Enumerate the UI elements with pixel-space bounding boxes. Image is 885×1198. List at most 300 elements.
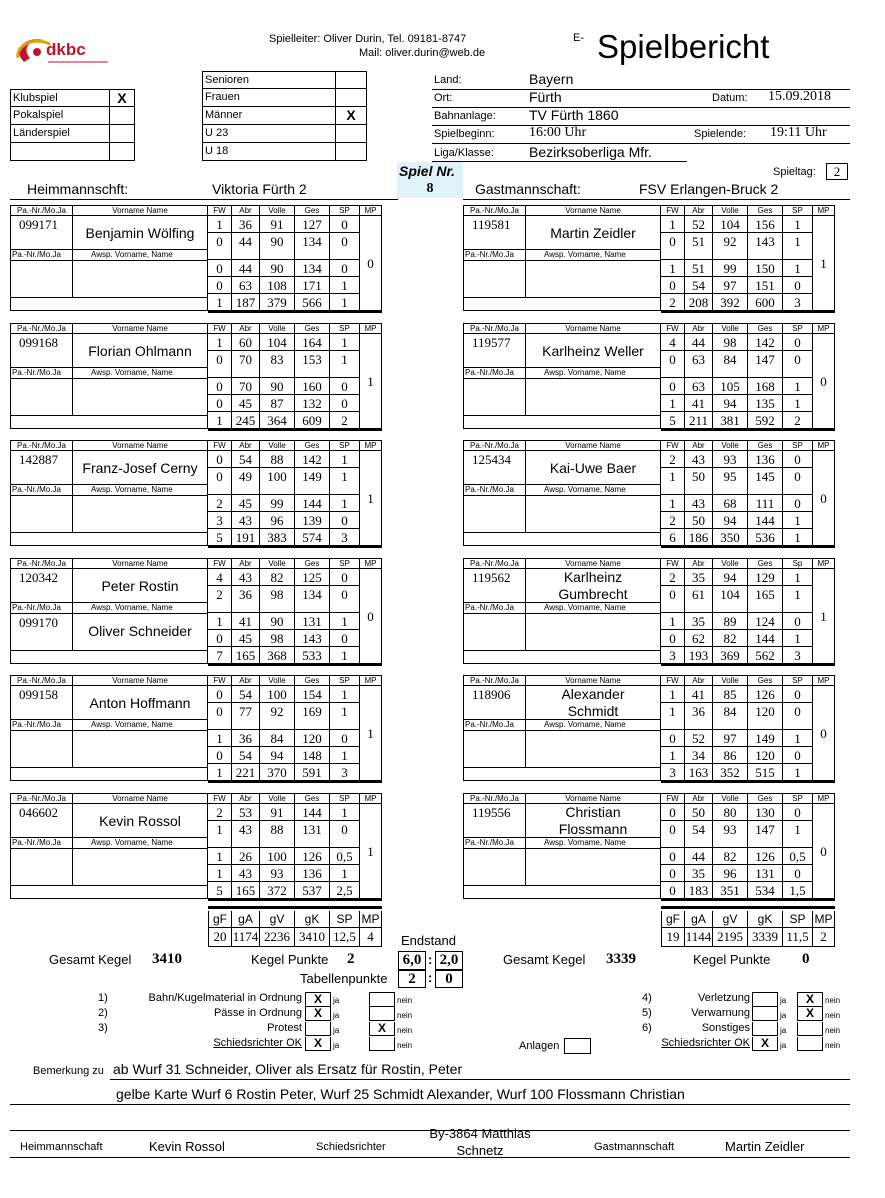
abr-header: Abr bbox=[232, 323, 260, 334]
sub-player-name bbox=[73, 379, 208, 416]
check-number: 3) bbox=[98, 1022, 108, 1034]
check-label: Protest bbox=[267, 1022, 302, 1034]
category-mark[interactable] bbox=[336, 71, 367, 89]
stat-cell: 1 bbox=[661, 260, 685, 277]
guest-totals-header: gA bbox=[685, 911, 713, 928]
total-cell: 566 bbox=[295, 294, 330, 311]
category-mark[interactable] bbox=[336, 143, 367, 161]
mp-header: MP bbox=[813, 558, 835, 569]
beginn-value: 16:00 Uhr bbox=[529, 125, 587, 140]
stat-cell: 63 bbox=[232, 277, 260, 294]
match-type-mark[interactable] bbox=[110, 107, 135, 125]
nein-label: nein bbox=[397, 1041, 413, 1050]
stat-cell: 1 bbox=[330, 613, 360, 630]
spielleiter-line: Spielleiter: Oliver Durin, Tel. 09181-8747 bbox=[269, 33, 467, 45]
stat-cell: 104 bbox=[713, 586, 748, 613]
sub-pass-number bbox=[463, 496, 526, 533]
stat-cell: 0 bbox=[330, 730, 360, 747]
sub-name-header: Awsp. Vorname, Name bbox=[73, 720, 208, 731]
check-ja-box[interactable]: X bbox=[752, 1037, 778, 1051]
stat-cell: 1 bbox=[783, 395, 813, 412]
check-number: 4) bbox=[642, 992, 652, 1004]
category-label: U 18 bbox=[202, 143, 336, 161]
check-ja-box[interactable] bbox=[752, 1022, 778, 1036]
stat-cell: 86 bbox=[713, 747, 748, 764]
volle-header: Volle bbox=[260, 323, 295, 334]
footer-guest-label: Gastmannschaft bbox=[594, 1141, 675, 1153]
player-name-text: Alexander bbox=[561, 686, 625, 703]
match-type-label: Pokalspiel bbox=[10, 107, 110, 125]
player-name bbox=[526, 216, 661, 250]
check-nein-box[interactable]: X bbox=[797, 992, 823, 1007]
stat-cell: 43 bbox=[232, 821, 260, 848]
player-name bbox=[73, 804, 208, 838]
total-cell: 221 bbox=[232, 764, 260, 781]
volle-header: Volle bbox=[260, 675, 295, 686]
stat-cell: 0 bbox=[783, 613, 813, 630]
player-name bbox=[526, 334, 661, 368]
total-cell: 186 bbox=[685, 529, 713, 546]
guest-totals-divider bbox=[661, 906, 835, 909]
player-name-text: Christian bbox=[565, 804, 621, 820]
block-divider bbox=[661, 428, 835, 431]
stat-cell: 160 bbox=[295, 378, 330, 395]
total-cell: 3 bbox=[661, 647, 685, 664]
total-cell: 379 bbox=[260, 294, 295, 311]
ja-label: ja bbox=[333, 996, 340, 1005]
remarks-label: Bemerkung zu bbox=[33, 1065, 104, 1077]
stat-cell: 0 bbox=[330, 512, 360, 529]
tabellenpunkte-home: 2 bbox=[398, 970, 426, 988]
abr-header: Abr bbox=[685, 440, 713, 451]
stat-cell: 136 bbox=[748, 451, 783, 468]
stat-cell: 0 bbox=[783, 277, 813, 294]
check-label: Sonstiges bbox=[701, 1022, 750, 1034]
block-divider bbox=[661, 310, 835, 313]
volle-header: Volle bbox=[713, 558, 748, 569]
mp-value: 0 bbox=[360, 569, 382, 664]
stat-cell: 139 bbox=[295, 512, 330, 529]
stat-cell: 1 bbox=[208, 821, 232, 848]
stat-cell: 94 bbox=[260, 747, 295, 764]
stat-cell: 87 bbox=[260, 395, 295, 412]
pass-header: Pa.-Nr./Mo.Ja bbox=[463, 793, 526, 804]
sp-header: SP bbox=[330, 675, 360, 686]
sub-pass-header: Pa.-Nr./Mo.Ja bbox=[463, 250, 526, 261]
pass-number: 142887 bbox=[10, 451, 73, 485]
stat-cell: 52 bbox=[685, 730, 713, 747]
stat-cell: 43 bbox=[232, 569, 260, 586]
check-ja-box[interactable]: X bbox=[305, 1007, 331, 1021]
ges-header: Ges bbox=[295, 793, 330, 804]
stat-cell: 136 bbox=[295, 865, 330, 882]
ges-header: Ges bbox=[748, 205, 783, 216]
player-name-text-2: Gumbrecht bbox=[558, 585, 628, 602]
mp-value: 0 bbox=[813, 804, 835, 899]
pass-header: Pa.-Nr./Mo.Ja bbox=[463, 440, 526, 451]
sub-name-header: Awsp. Vorname, Name bbox=[73, 250, 208, 261]
stat-cell: 99 bbox=[713, 260, 748, 277]
home-totals-header: gV bbox=[260, 911, 295, 928]
stat-cell: 142 bbox=[748, 334, 783, 351]
sub-pass-number bbox=[10, 849, 73, 886]
nein-label: nein bbox=[825, 996, 841, 1005]
stat-cell: 0 bbox=[783, 451, 813, 468]
ja-label: ja bbox=[333, 1011, 340, 1020]
guest-gesamt-label: Gesamt Kegel bbox=[503, 952, 586, 967]
stat-cell: 77 bbox=[232, 703, 260, 730]
stat-cell: 0 bbox=[661, 821, 685, 848]
stat-cell: 89 bbox=[713, 613, 748, 630]
stat-cell: 0 bbox=[661, 277, 685, 294]
stat-cell: 0 bbox=[208, 395, 232, 412]
total-cell: 5 bbox=[208, 529, 232, 546]
match-type-label: Länderspiel bbox=[10, 125, 110, 143]
fw-header: FW bbox=[661, 440, 685, 451]
stat-cell: 111 bbox=[748, 495, 783, 512]
stat-cell: 54 bbox=[685, 821, 713, 848]
check-ja-box[interactable]: X bbox=[305, 992, 331, 1007]
home-totals-value: 20 bbox=[208, 928, 232, 947]
total-cell: 369 bbox=[713, 647, 748, 664]
stat-cell: 36 bbox=[685, 703, 713, 730]
total-spacer bbox=[463, 294, 661, 311]
stat-cell: 94 bbox=[713, 395, 748, 412]
volle-header: Volle bbox=[260, 440, 295, 451]
pass-number: 099171 bbox=[10, 216, 73, 250]
total-cell: 370 bbox=[260, 764, 295, 781]
nein-label: nein bbox=[825, 1026, 841, 1035]
stat-cell: 124 bbox=[748, 613, 783, 630]
vorname-header: Vorname Name bbox=[526, 323, 661, 334]
total-cell: 245 bbox=[232, 412, 260, 429]
guest-team-label: Gastmannschaft: bbox=[475, 181, 581, 197]
match-type-mark[interactable] bbox=[110, 125, 135, 143]
player-name-text: Florian Ohlmann bbox=[88, 342, 192, 359]
stat-cell: 1 bbox=[783, 569, 813, 586]
stat-cell: 44 bbox=[685, 334, 713, 351]
sub-pass-header: Pa.-Nr./Mo.Ja bbox=[10, 368, 73, 379]
ja-label: ja bbox=[780, 1011, 787, 1020]
mp-header: MP bbox=[813, 675, 835, 686]
category-mark[interactable] bbox=[336, 125, 367, 143]
stat-cell: 149 bbox=[295, 468, 330, 495]
sub-pass-number bbox=[463, 849, 526, 886]
check-nein-box[interactable] bbox=[797, 1037, 823, 1051]
sub-pass-number bbox=[10, 731, 73, 768]
sub-player-name bbox=[73, 849, 208, 886]
block-bottom bbox=[10, 545, 208, 546]
endstand-guest: 2,0 bbox=[435, 951, 463, 970]
check-nein-box[interactable] bbox=[797, 1022, 823, 1036]
stat-cell: 0 bbox=[783, 747, 813, 764]
stat-cell: 41 bbox=[685, 686, 713, 703]
stat-cell: 0 bbox=[330, 630, 360, 647]
stat-cell: 153 bbox=[295, 351, 330, 378]
total-cell: 1 bbox=[783, 764, 813, 781]
fw-header: FW bbox=[208, 440, 232, 451]
check-ja-box[interactable] bbox=[752, 1007, 778, 1021]
total-spacer bbox=[463, 764, 661, 781]
stat-cell: 61 bbox=[685, 586, 713, 613]
pass-number: 119577 bbox=[463, 334, 526, 368]
home-kegelpunkte-label: Kegel Punkte bbox=[251, 952, 329, 967]
stat-cell: 36 bbox=[232, 586, 260, 613]
stat-cell: 53 bbox=[232, 804, 260, 821]
total-cell: 609 bbox=[295, 412, 330, 429]
datum-label: Datum: bbox=[712, 92, 748, 104]
total-cell: 1 bbox=[783, 529, 813, 546]
total-cell: 383 bbox=[260, 529, 295, 546]
home-totals-value: 2236 bbox=[260, 928, 295, 947]
check-number: 1) bbox=[98, 992, 108, 1004]
total-spacer bbox=[463, 529, 661, 546]
guest-gesamt-value: 3339 bbox=[606, 951, 636, 967]
stat-cell: 82 bbox=[260, 569, 295, 586]
block-divider bbox=[208, 545, 382, 548]
stat-cell: 129 bbox=[748, 569, 783, 586]
stat-cell: 54 bbox=[232, 686, 260, 703]
stat-cell: 2 bbox=[208, 495, 232, 512]
stat-cell: 0 bbox=[208, 686, 232, 703]
stat-cell: 144 bbox=[295, 495, 330, 512]
nein-label: nein bbox=[397, 1026, 413, 1035]
fw-header: FW bbox=[661, 558, 685, 569]
stat-cell: 49 bbox=[232, 468, 260, 495]
stat-cell: 144 bbox=[295, 804, 330, 821]
stat-cell: 0 bbox=[208, 703, 232, 730]
abr-header: Abr bbox=[232, 440, 260, 451]
block-divider bbox=[661, 780, 835, 783]
check-nein-box[interactable] bbox=[369, 1037, 395, 1051]
anlagen-box[interactable] bbox=[564, 1038, 591, 1054]
stat-cell: 0 bbox=[783, 334, 813, 351]
sub-player-name bbox=[526, 496, 661, 533]
stat-cell: 0 bbox=[661, 586, 685, 613]
stat-cell: 130 bbox=[748, 804, 783, 821]
stat-cell: 134 bbox=[295, 586, 330, 613]
total-cell: 536 bbox=[748, 529, 783, 546]
sub-name-header: Awsp. Vorname, Name bbox=[73, 603, 208, 614]
sub-name-header: Awsp. Vorname, Name bbox=[526, 720, 661, 731]
stat-cell: 1 bbox=[783, 630, 813, 647]
endstand-label: Endstand bbox=[401, 933, 456, 948]
player-name-text: Benjamin Wölfing bbox=[85, 225, 195, 241]
pass-number: 119556 bbox=[463, 804, 526, 838]
stat-cell: 54 bbox=[232, 747, 260, 764]
sub-name-header: Awsp. Vorname, Name bbox=[73, 485, 208, 496]
home-totals-divider bbox=[208, 906, 382, 909]
stat-cell: 100 bbox=[260, 468, 295, 495]
stat-cell: 1 bbox=[661, 747, 685, 764]
player-name bbox=[73, 451, 208, 485]
guest-totals-value: 1144 bbox=[685, 928, 713, 947]
total-cell: 351 bbox=[713, 882, 748, 899]
guest-totals-value: 3339 bbox=[748, 928, 783, 947]
block-bottom bbox=[463, 663, 661, 664]
stat-cell: 144 bbox=[748, 512, 783, 529]
check-nein-box[interactable] bbox=[369, 992, 395, 1007]
stat-cell: 0 bbox=[208, 260, 232, 277]
block-bottom bbox=[10, 310, 208, 311]
total-cell: 2 bbox=[661, 294, 685, 311]
ort-value: Fürth bbox=[529, 89, 562, 105]
stat-cell: 1 bbox=[661, 686, 685, 703]
home-totals-header: gK bbox=[295, 911, 330, 928]
block-bottom bbox=[463, 428, 661, 429]
check-ja-box[interactable] bbox=[752, 992, 778, 1007]
guest-totals-header: gK bbox=[748, 911, 783, 928]
check-ja-box[interactable]: X bbox=[305, 1037, 331, 1051]
stat-cell: 0 bbox=[661, 865, 685, 882]
ges-header: Ges bbox=[295, 558, 330, 569]
stat-cell: 0 bbox=[330, 569, 360, 586]
stat-cell: 52 bbox=[685, 216, 713, 233]
check-nein-box[interactable]: X bbox=[369, 1022, 395, 1036]
ja-label: ja bbox=[780, 1026, 787, 1035]
mp-value: 1 bbox=[813, 216, 835, 311]
stat-cell: 1 bbox=[208, 613, 232, 630]
volle-header: Volle bbox=[713, 675, 748, 686]
stat-cell: 0,5 bbox=[783, 848, 813, 865]
bahn-value: TV Fürth 1860 bbox=[529, 107, 619, 123]
pass-header: Pa.-Nr./Mo.Ja bbox=[463, 558, 526, 569]
block-bottom bbox=[10, 663, 208, 664]
tabellenpunkte-label: Tabellenpunkte bbox=[300, 971, 388, 986]
stat-cell: 131 bbox=[295, 613, 330, 630]
stat-cell: 0 bbox=[783, 468, 813, 495]
check-label: Verwarnung bbox=[691, 1007, 750, 1019]
total-spacer bbox=[463, 882, 661, 899]
block-divider bbox=[208, 898, 382, 901]
sub-pass-header: Pa.-Nr./Mo.Ja bbox=[463, 485, 526, 496]
total-cell: 368 bbox=[260, 647, 295, 664]
abr-header: Abr bbox=[685, 205, 713, 216]
footer-ref-label: Schiedsrichter bbox=[316, 1141, 386, 1153]
total-cell: 515 bbox=[748, 764, 783, 781]
stat-cell: 45 bbox=[232, 495, 260, 512]
mp-value: 0 bbox=[360, 216, 382, 311]
home-totals-header: gF bbox=[208, 911, 232, 928]
vorname-header: Vorname Name bbox=[73, 558, 208, 569]
stat-cell: 85 bbox=[713, 686, 748, 703]
page-title: Spielbericht bbox=[597, 28, 770, 65]
sub-player-name bbox=[526, 731, 661, 768]
stat-cell: 94 bbox=[713, 512, 748, 529]
ja-label: ja bbox=[780, 1041, 787, 1050]
stat-cell: 0 bbox=[208, 351, 232, 378]
stat-cell: 0 bbox=[661, 804, 685, 821]
stat-cell: 1 bbox=[783, 730, 813, 747]
liga-value: Bezirksoberliga Mfr. bbox=[529, 144, 652, 160]
stat-cell: 70 bbox=[232, 378, 260, 395]
stat-cell: 1 bbox=[208, 730, 232, 747]
total-cell: 592 bbox=[748, 412, 783, 429]
spiel-nr-label: Spiel Nr. bbox=[399, 163, 456, 179]
match-type-mark[interactable] bbox=[110, 143, 135, 161]
total-cell: 534 bbox=[748, 882, 783, 899]
stat-cell: 97 bbox=[713, 277, 748, 294]
mp-value: 1 bbox=[360, 451, 382, 546]
stat-cell: 0 bbox=[661, 233, 685, 260]
sub-pass-number bbox=[463, 614, 526, 651]
total-cell: 191 bbox=[232, 529, 260, 546]
stat-cell: 0 bbox=[783, 686, 813, 703]
stat-cell: 1 bbox=[661, 495, 685, 512]
vorname-header: Vorname Name bbox=[526, 675, 661, 686]
check-nein-box[interactable] bbox=[369, 1007, 395, 1021]
block-divider bbox=[208, 310, 382, 313]
sub-player-name bbox=[73, 261, 208, 298]
total-cell: 7 bbox=[208, 647, 232, 664]
stat-cell: 120 bbox=[295, 730, 330, 747]
stat-cell: 44 bbox=[232, 260, 260, 277]
category-label: Senioren bbox=[202, 71, 336, 89]
stat-cell: 83 bbox=[260, 351, 295, 378]
home-totals-header: gA bbox=[232, 911, 260, 928]
stat-cell: 43 bbox=[685, 451, 713, 468]
sub-pass-header: Pa.-Nr./Mo.Ja bbox=[463, 720, 526, 731]
stat-cell: 90 bbox=[260, 260, 295, 277]
stat-cell: 0 bbox=[661, 351, 685, 378]
bahn-label: Bahnanlage: bbox=[434, 110, 496, 122]
check-ja-box[interactable] bbox=[305, 1022, 331, 1036]
datum-value: 15.09.2018 bbox=[768, 89, 831, 104]
stat-cell: 41 bbox=[685, 395, 713, 412]
pass-number: 119581 bbox=[463, 216, 526, 250]
vorname-header: Vorname Name bbox=[73, 440, 208, 451]
stat-cell: 0 bbox=[208, 747, 232, 764]
sub-name-header: Awsp. Vorname, Name bbox=[73, 838, 208, 849]
stat-cell: 169 bbox=[295, 703, 330, 730]
player-name-text: Martin Zeidler bbox=[550, 225, 636, 241]
sub-pass-header: Pa.-Nr./Mo.Ja bbox=[463, 603, 526, 614]
total-cell: 591 bbox=[295, 764, 330, 781]
match-type-mark[interactable]: X bbox=[110, 89, 135, 107]
mp-value: 0 bbox=[813, 334, 835, 429]
guest-totals-header: MP bbox=[813, 911, 835, 928]
stat-cell: 94 bbox=[713, 569, 748, 586]
fw-header: FW bbox=[208, 205, 232, 216]
stat-cell: 44 bbox=[685, 848, 713, 865]
stat-cell: 164 bbox=[295, 334, 330, 351]
check-nein-box[interactable]: X bbox=[797, 1007, 823, 1021]
footer-ref-name-2: Schnetz bbox=[456, 1143, 504, 1158]
stat-cell: 0 bbox=[330, 821, 360, 848]
total-cell: 381 bbox=[713, 412, 748, 429]
category-mark[interactable]: X bbox=[336, 107, 367, 125]
sp-header: SP bbox=[783, 440, 813, 451]
total-cell: 5 bbox=[208, 882, 232, 899]
home-totals-header: SP bbox=[330, 911, 360, 928]
stat-cell: 1 bbox=[330, 804, 360, 821]
total-cell: 3 bbox=[330, 764, 360, 781]
land-value: Bayern bbox=[529, 71, 574, 87]
sp-header: SP bbox=[783, 323, 813, 334]
stat-cell: 2 bbox=[661, 451, 685, 468]
stat-cell: 68 bbox=[713, 495, 748, 512]
abr-header: Abr bbox=[232, 558, 260, 569]
player-name bbox=[526, 451, 661, 485]
block-bottom bbox=[463, 780, 661, 781]
stat-cell: 91 bbox=[260, 216, 295, 233]
ges-header: Ges bbox=[748, 558, 783, 569]
total-cell: 1 bbox=[208, 412, 232, 429]
sp-header: SP bbox=[330, 793, 360, 804]
stat-cell: 34 bbox=[685, 747, 713, 764]
pass-number: 099158 bbox=[10, 686, 73, 720]
category-mark[interactable] bbox=[336, 89, 367, 107]
